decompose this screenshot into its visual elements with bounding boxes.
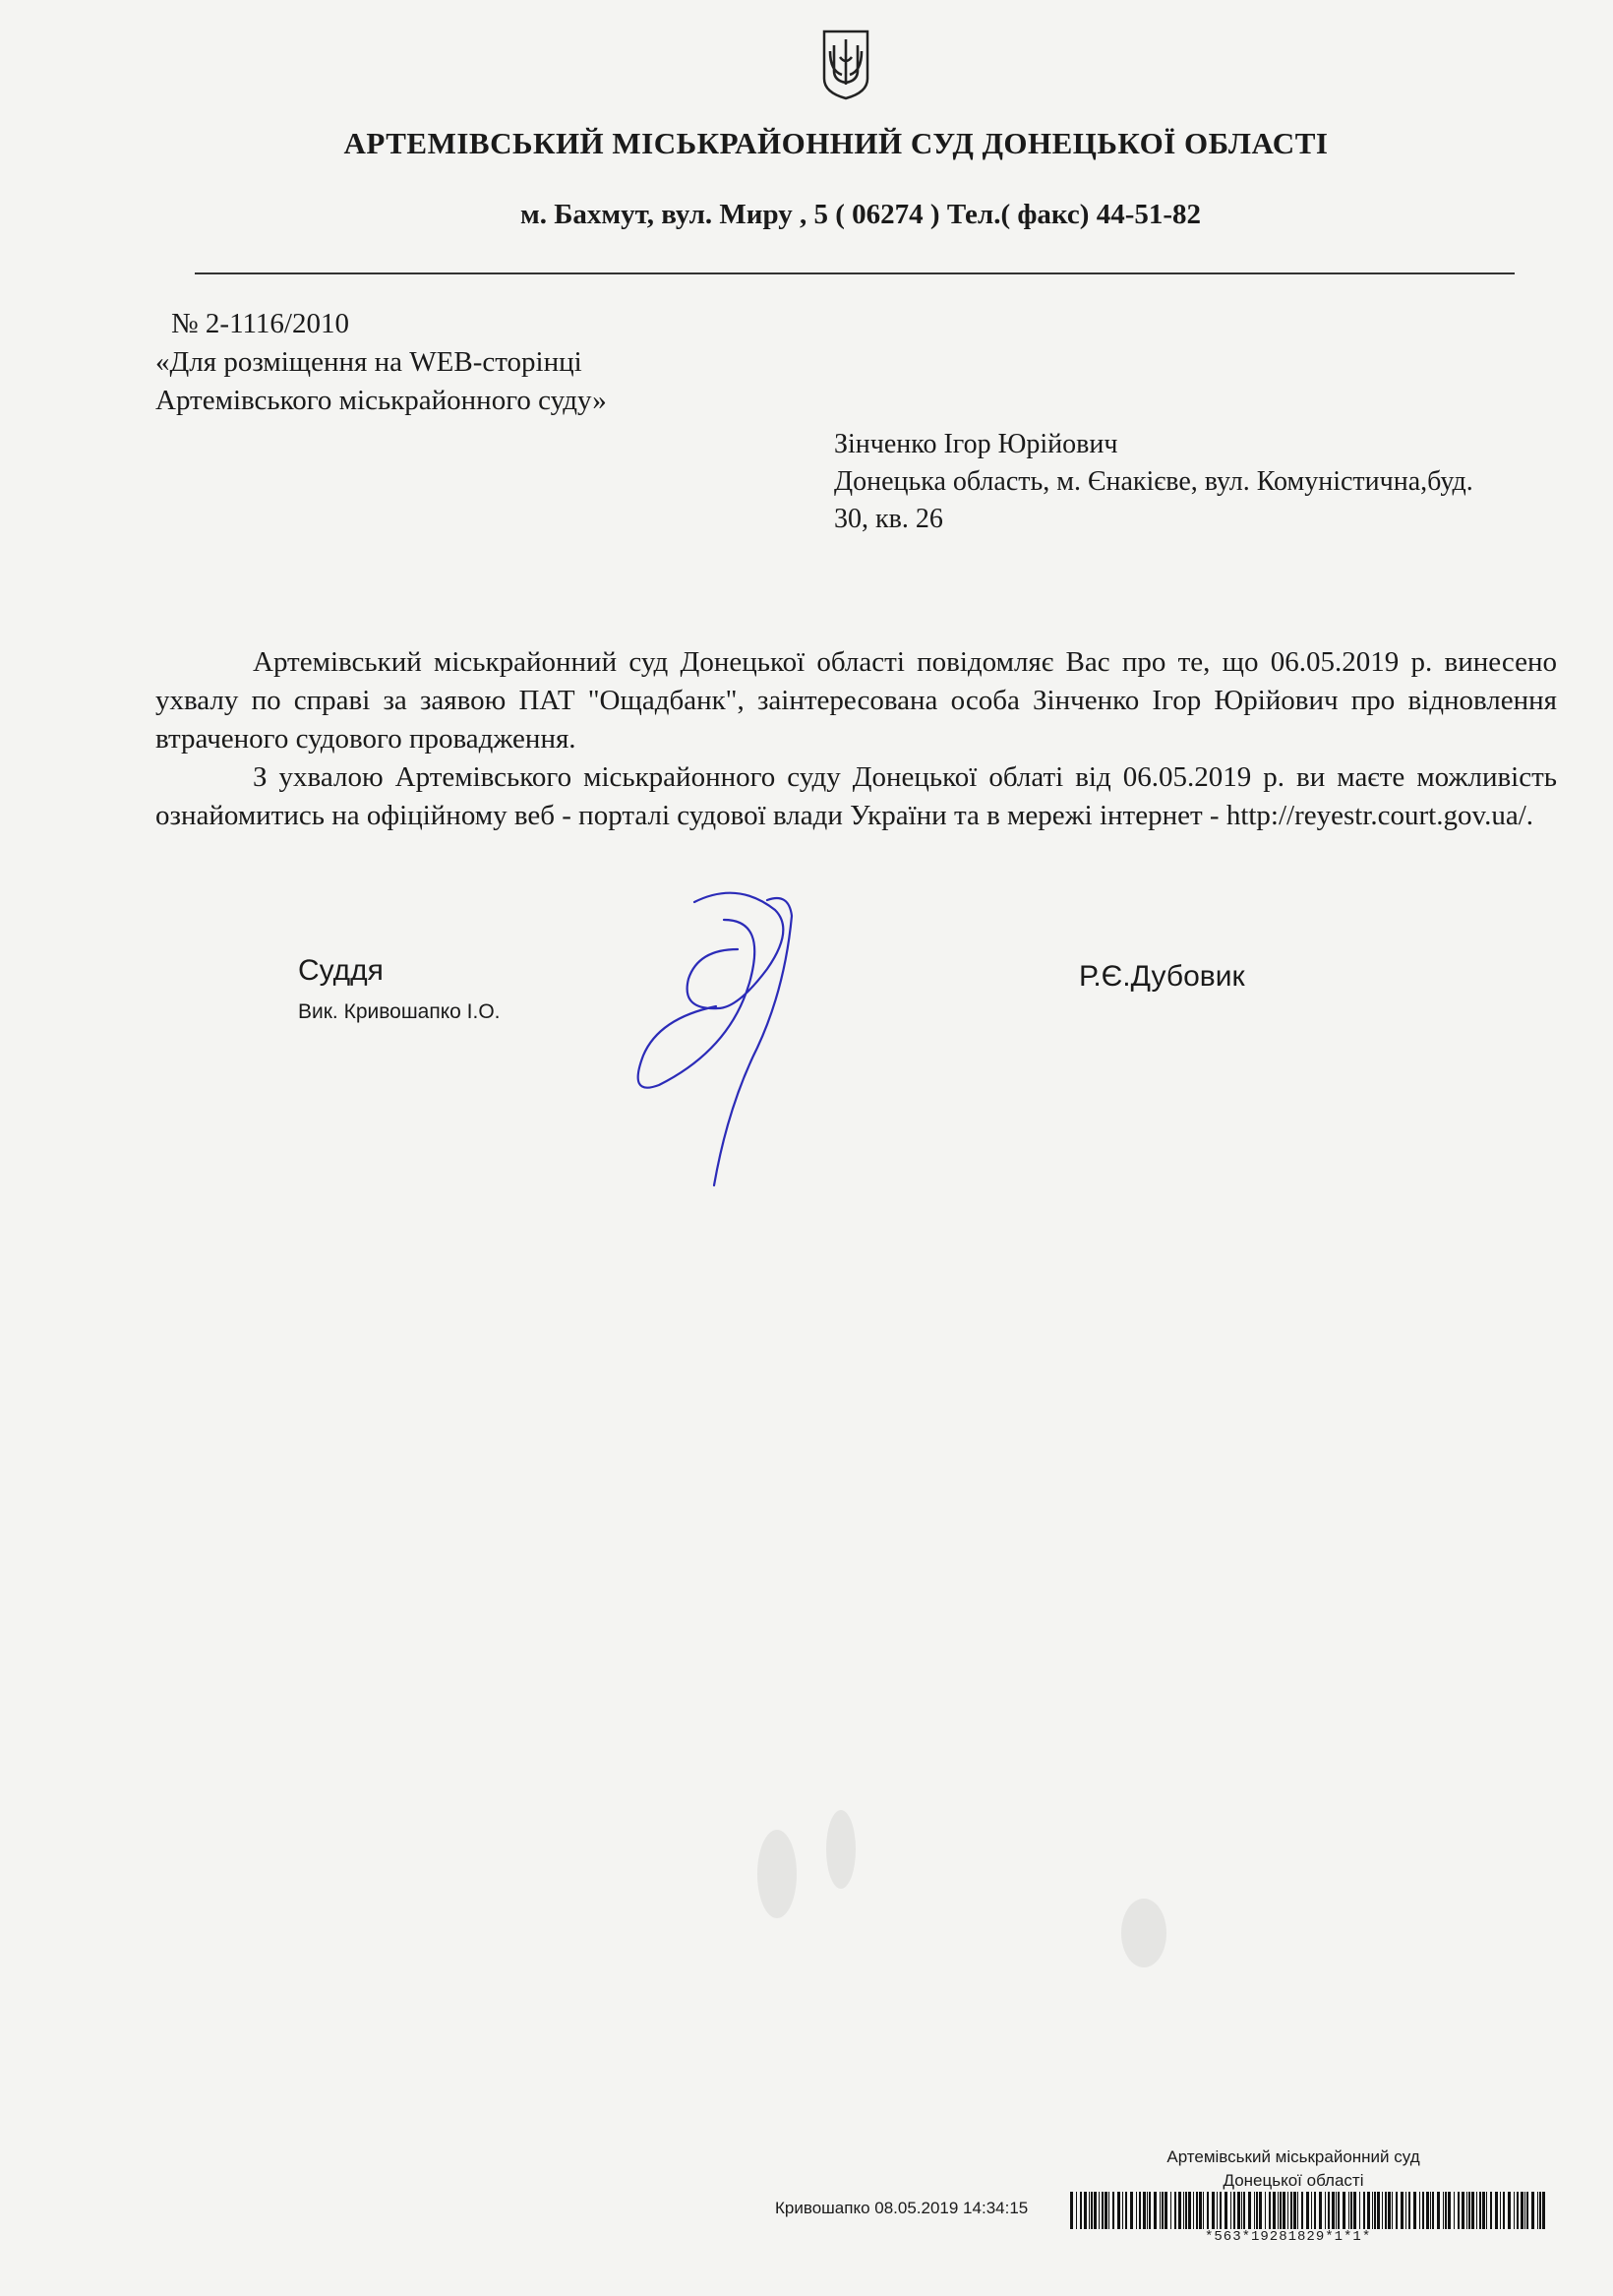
barcode-bar [1139,2192,1141,2229]
recipient-address-line2: 30, кв. 26 [834,504,943,534]
letter-body [155,643,1557,835]
barcode-bar [1185,2192,1187,2229]
barcode-bar [1243,2192,1245,2229]
barcode-bar [1233,2192,1235,2229]
barcode-bar [1311,2192,1312,2229]
barcode-bar [1314,2192,1316,2229]
barcode-bar [1539,2192,1541,2229]
barcode-bar [1338,2192,1340,2229]
barcode-bar [1254,2192,1255,2229]
barcode-bar [1458,2192,1460,2229]
barcode-bar [1495,2192,1498,2229]
barcode-bar [1374,2192,1376,2229]
barcode-bar [1401,2192,1404,2229]
barcode-bar [1306,2192,1309,2229]
barcode-bar [1422,2192,1424,2229]
barcode-bar [1256,2192,1258,2229]
barcode-bar [1332,2192,1335,2229]
trident-emblem-icon [818,28,873,100]
recipient-block [834,426,1562,538]
barcode-bar [1405,2192,1406,2229]
case-number: № 2-1116/2010 [171,308,349,339]
barcode-bar [1112,2192,1114,2229]
signature-role: Суддя [298,954,384,987]
barcode-bar [1225,2192,1227,2229]
barcode-bar [1125,2192,1127,2229]
barcode-bar [1108,2192,1109,2229]
barcode-bar [1084,2192,1087,2229]
barcode-bar [1462,2192,1464,2229]
barcode-bar [1517,2192,1519,2229]
handwritten-signature [620,880,836,1205]
judge-name: Р.Є.Дубовик [1079,960,1245,993]
barcode-bar [1237,2192,1240,2229]
barcode-bar [1165,2192,1167,2229]
barcode-bar [1514,2192,1515,2229]
barcode-bar [1343,2192,1345,2229]
scan-smudge [826,1810,856,1889]
barcode-bar [1479,2192,1481,2229]
barcode-bar [1212,2192,1215,2229]
barcode-bar [1448,2192,1451,2229]
barcode [1070,2192,1548,2229]
barcode-bar [1160,2192,1161,2229]
barcode-bar [1426,2192,1429,2229]
barcode-bar [1430,2192,1431,2229]
barcode-bar [1102,2192,1104,2229]
barcode-bar [1363,2192,1365,2229]
stamp-court-line1: Артемівський міськрайонний суд [1166,2147,1420,2166]
barcode-bar [1089,2192,1090,2229]
barcode-bar [1466,2192,1467,2229]
barcode-bar [1193,2192,1194,2229]
body-paragraph-1: Артемівський міськрайонний суд Донецької області повідомляє Вас про те, що 06.05.2019 р. винесено ухвалу по справі за заявою ПАТ "Ощадбанк", заінтересована особа Зінченко Ігор Юрійович про відновлення втраченого судового провадження. [155,646,1557,755]
barcode-bar [1162,2192,1164,2229]
scan-smudge [1121,1899,1166,1967]
barcode-bar [1091,2192,1093,2229]
barcode-bar [1076,2192,1077,2229]
barcode-bar [1174,2192,1176,2229]
barcode-bar [1377,2192,1380,2229]
barcode-bar [1471,2192,1474,2229]
barcode-bar [1287,2192,1288,2229]
barcode-bar [1170,2192,1171,2229]
barcode-bar [1367,2192,1370,2229]
barcode-number: *563*19281829*1*1* [1205,2229,1372,2245]
barcode-bar [1199,2192,1202,2229]
scan-smudge [757,1830,797,1918]
barcode-bar [1273,2192,1276,2229]
barcode-bar [1542,2192,1545,2229]
barcode-bar [1070,2192,1073,2229]
barcode-bar [1248,2192,1251,2229]
barcode-bar [1207,2192,1209,2229]
body-paragraph-2: З ухвалою Артемівського міськрайонного суду Донецької облаті від 06.05.2019 р. ви маєте можливість ознайомитись на офіційному веб - порталі судової влади України та в мережі інтернет - http://reyestr.court.gov.ua/. [155,761,1557,831]
barcode-bar [1468,2192,1470,2229]
barcode-bar [1385,2192,1387,2229]
court-name-heading: АРТЕМІВСЬКИЙ МІСЬКРАЙОННИЙ СУД ДОНЕЦЬКОЇ ОБЛАСТІ [343,126,1329,160]
barcode-bar [1531,2192,1534,2229]
barcode-bar [1203,2192,1204,2229]
barcode-bar [1094,2192,1097,2229]
barcode-bar [1328,2192,1330,2229]
web-note-line1: «Для розміщення на WEB-сторінці [155,346,582,378]
barcode-bar [1301,2192,1303,2229]
barcode-bar [1283,2192,1285,2229]
barcode-bar [1348,2192,1349,2229]
barcode-bar [1503,2192,1505,2229]
barcode-bar [1396,2192,1398,2229]
barcode-bar [1122,2192,1123,2229]
barcode-bar [1437,2192,1440,2229]
barcode-bar [1432,2192,1434,2229]
barcode-bar [1183,2192,1184,2229]
barcode-bar [1350,2192,1352,2229]
header-divider [195,272,1515,274]
barcode-bar [1290,2192,1292,2229]
stamp-court-name [1131,2145,1456,2193]
barcode-bar [1188,2192,1191,2229]
barcode-bar [1319,2192,1322,2229]
barcode-bar [1196,2192,1198,2229]
executor-name: Вик. Кривошапко І.О. [298,1000,501,1023]
barcode-bar [1105,2192,1107,2229]
barcode-bar [1241,2192,1242,2229]
barcode-bar [1454,2192,1455,2229]
barcode-bar [1099,2192,1100,2229]
barcode-bar [1130,2192,1133,2229]
barcode-bar [1154,2192,1157,2229]
barcode-bar [1259,2192,1262,2229]
case-info [155,305,607,420]
barcode-bar [1136,2192,1137,2229]
barcode-bar [1392,2192,1393,2229]
barcode-bar [1149,2192,1151,2229]
barcode-bar [1508,2192,1511,2229]
barcode-bar [1293,2192,1296,2229]
stamp-registration-meta: Кривошапко 08.05.2019 14:34:15 [775,2199,1029,2217]
barcode-bar [1178,2192,1181,2229]
barcode-bar [1220,2192,1222,2229]
barcode-bar [1336,2192,1337,2229]
barcode-bar [1521,2192,1523,2229]
barcode-bar [1278,2192,1279,2229]
barcode-bar [1117,2192,1120,2229]
web-note-line2: Артемівського міськрайонного суду» [155,385,607,416]
barcode-bar [1269,2192,1271,2229]
barcode-bar [1443,2192,1444,2229]
stamp-court-line2: Донецької області [1223,2171,1364,2190]
court-address: м. Бахмут, вул. Миру , 5 ( 06274 ) Тел.( факс) 44-51-82 [519,199,1202,230]
barcode-bar [1382,2192,1383,2229]
barcode-bar [1445,2192,1447,2229]
barcode-bar [1500,2192,1501,2229]
recipient-address-line1: Донецька область, м. Єнакієве, вул. Комуністична,буд. [834,466,1473,497]
barcode-bar [1297,2192,1298,2229]
barcode-bar [1353,2192,1356,2229]
barcode-bar [1230,2192,1231,2229]
barcode-bar [1388,2192,1391,2229]
barcode-bar [1372,2192,1373,2229]
recipient-name: Зінченко Ігор Юрійович [834,429,1118,459]
barcode-bar [1080,2192,1082,2229]
barcode-bar [1147,2192,1148,2229]
barcode-bar [1526,2192,1528,2229]
barcode-bar [1143,2192,1146,2229]
barcode-bar [1476,2192,1477,2229]
barcode-bar [1325,2192,1326,2229]
barcode-bar [1408,2192,1410,2229]
barcode-bar [1490,2192,1492,2229]
barcode-bar [1280,2192,1282,2229]
barcode-bar [1524,2192,1525,2229]
barcode-bar [1419,2192,1420,2229]
barcode-bar [1359,2192,1360,2229]
barcode-bar [1537,2192,1538,2229]
barcode-bar [1217,2192,1218,2229]
barcode-bar [1265,2192,1266,2229]
barcode-bar [1486,2192,1487,2229]
barcode-bar [1413,2192,1416,2229]
barcode-bar [1482,2192,1485,2229]
